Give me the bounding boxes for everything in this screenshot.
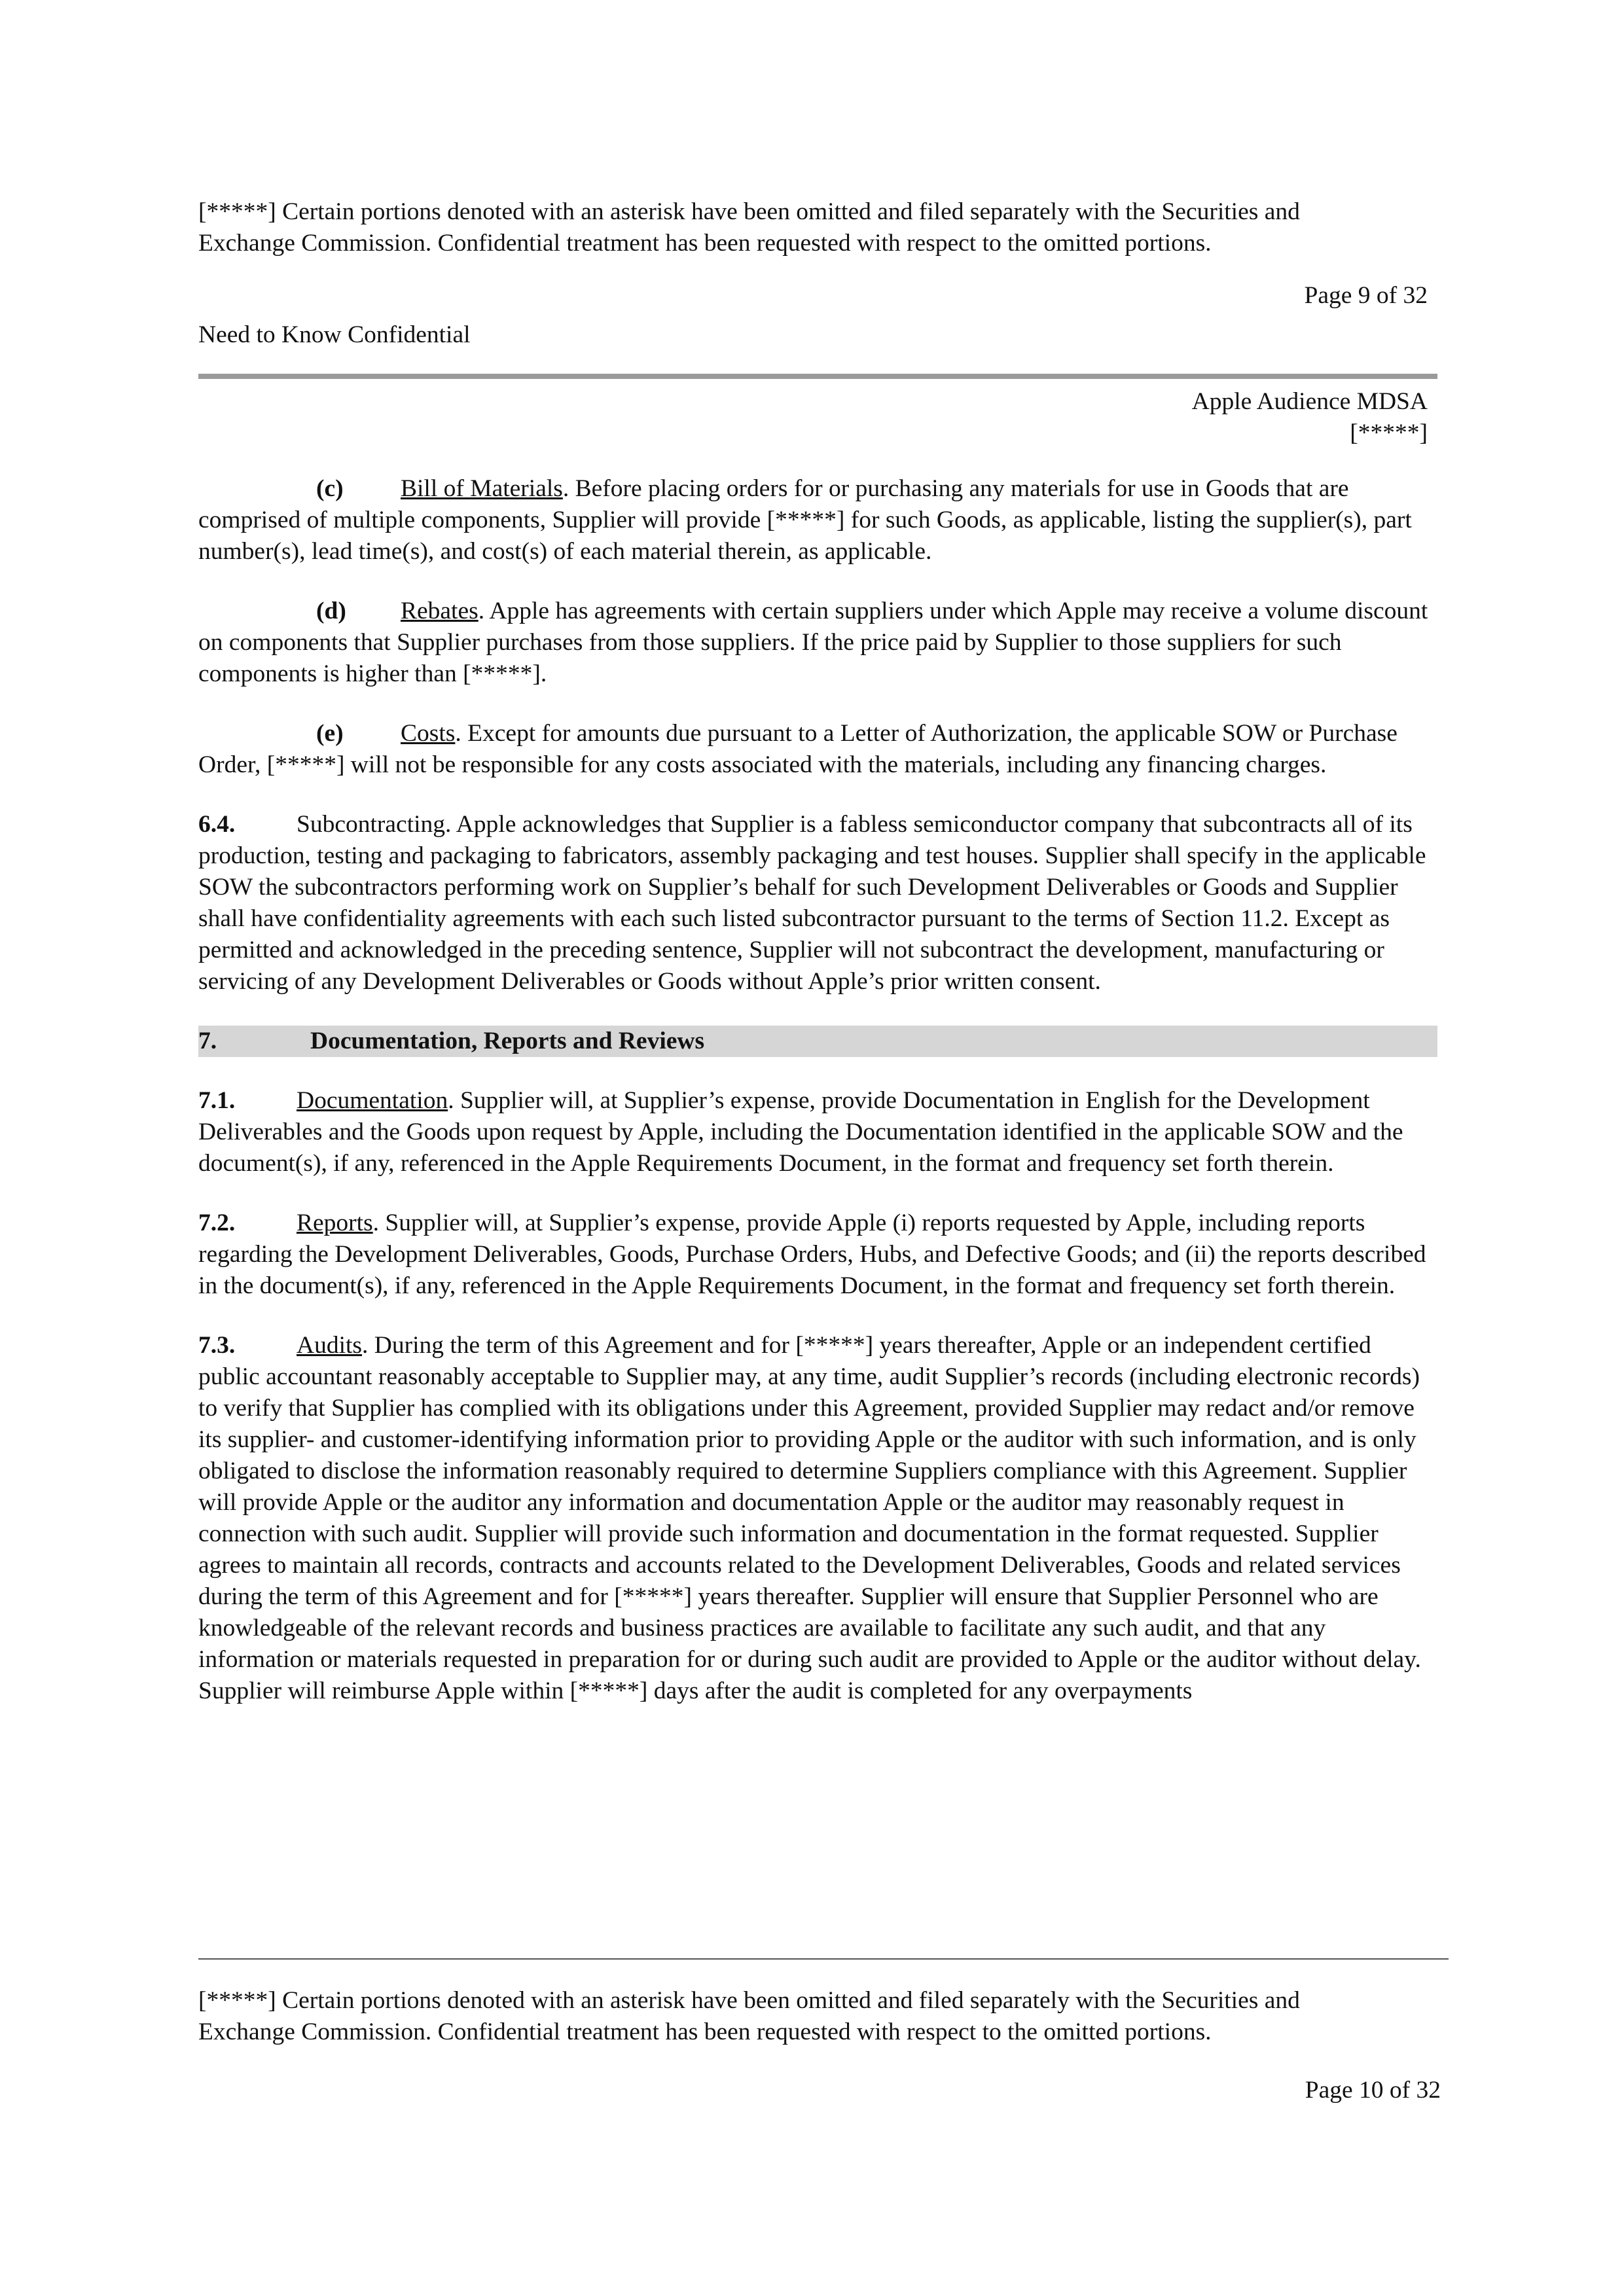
document-header xyxy=(1192,386,1428,449)
notice-line: [*****] Certain portions denoted with an asterisk have been omitted and filed separately with the Securities and xyxy=(198,1987,1300,2014)
paragraph-title: Costs xyxy=(401,720,456,747)
page-number-bottom: Page 10 of 32 xyxy=(1305,2077,1441,2104)
paragraph-label: (e) xyxy=(316,720,344,747)
bottom-confidentiality-notice xyxy=(198,1985,1442,2048)
document-title: Apple Audience MDSA xyxy=(1191,388,1428,415)
paragraph-text: . During the term of this Agreement and for [*****] years thereafter, Apple or an independent certified public accountant reasonably acceptable to Supplier may, at any time, audit Supplier’s records (including electronic records) to verify that Supplier has complied with its obligations under this Agreement, provided Supplier may redact and/or remove its supplier- and customer-identifying information prior to providing Apple or the auditor with such information, and is only obligated to disclose the information reasonably required to determine Suppliers compliance with this Agreement. Supplier will provide Apple or the auditor any information and documentation Apple or the auditor may reasonably request in connection with such audit. Supplier will provide such information and documentation in the format requested. Supplier agrees to maintain all records, contracts and accounts related to the Development Deliverables, Goods and related services during the term of this Agreement and for [*****] years thereafter. Supplier will ensure that Supplier Personnel who are knowledgeable of the relevant records and business practices are available to facilitate any such audit, and that any information or materials requested in preparation for or during such audit are provided to Apple or the auditor without delay. Supplier will reimburse Apple within [*****] days after the audit is completed for any overpayments xyxy=(198,1332,1421,1704)
paragraph-title: Reports xyxy=(297,1210,373,1236)
confidentiality-label: Need to Know Confidential xyxy=(198,321,471,348)
paragraph-text: . Except for amounts due pursuant to a Letter of Authorization, the applicable SOW or Purchase Order, [*****] will not be responsible for any costs associated with the materials, including any financing charges. xyxy=(198,720,1398,778)
section-7-2-reports xyxy=(198,1208,1437,1302)
document-id: [*****] xyxy=(1350,420,1428,446)
header-divider xyxy=(198,374,1437,379)
top-confidentiality-notice xyxy=(198,196,1442,259)
notice-line: [*****] Certain portions denoted with an asterisk have been omitted and filed separately with the Securities and xyxy=(198,198,1300,225)
paragraph-label: (c) xyxy=(316,475,344,502)
section-number: 7.1. xyxy=(198,1087,236,1114)
paragraph-text: . Supplier will, at Supplier’s expense, provide Apple (i) reports requested by Apple, including reports regarding the Development Deliverables, Goods, Purchase Orders, Hubs, and Defective Goods; and (ii) the reports described in the document(s), if any, referenced in the Apple Requirements Document, in the format and frequency set forth therein. xyxy=(198,1210,1426,1299)
page-number-top: Page 9 of 32 xyxy=(1304,282,1428,309)
section-number: 6.4. xyxy=(198,811,236,838)
paragraph-title: Rebates xyxy=(401,598,478,624)
paragraph-text: . Apple has agreements with certain suppliers under which Apple may receive a volume discount on components that Supplier purchases from those suppliers. If the price paid by Supplier to those suppliers for such components is higher than [*****]. xyxy=(198,598,1428,687)
paragraph-label: (d) xyxy=(316,598,346,624)
paragraph-text: Subcontracting. Apple acknowledges that Supplier is a fabless semiconductor company that subcontracts all of its production, testing and packaging to fabricators, assembly packaging and test houses. Supplier shall specify in the applicable SOW the subcontractors performing work on Supplier’s behalf for such Development Deliverables or Goods and Supplier shall have confidentiality agreements with each such listed subcontractor pursuant to the terms of Section 11.2. Except as permitted and acknowledged in the preceding sentence, Supplier will not subcontract the development, manufacturing or servicing of any Development Deliverables or Goods without Apple’s prior written consent. xyxy=(198,811,1426,995)
section-number: 7.2. xyxy=(198,1210,236,1236)
paragraph-rebates xyxy=(198,596,1437,690)
footer-divider xyxy=(198,1958,1449,1960)
paragraph-title: Documentation xyxy=(297,1087,448,1114)
paragraph-title: Bill of Materials xyxy=(401,475,563,502)
notice-line: Exchange Commission. Confidential treatment has been requested with respect to the omitted portions. xyxy=(198,230,1212,257)
paragraph-text: . Supplier will, at Supplier’s expense, provide Documentation in English for the Development Deliverables and the Goods upon request by Apple, including the Documentation identified in the applicable SOW and the document(s), if any, referenced in the Apple Requirements Document, in the format and frequency set forth therein. xyxy=(198,1087,1403,1177)
section-6-4-subcontracting xyxy=(198,809,1437,997)
section-7-1-documentation xyxy=(198,1085,1437,1179)
notice-line: Exchange Commission. Confidential treatment has been requested with respect to the omitted portions. xyxy=(198,2018,1212,2045)
section-7-heading xyxy=(198,1026,1437,1057)
paragraph-bill-of-materials xyxy=(198,473,1437,567)
section-number: 7.3. xyxy=(198,1332,236,1359)
section-7-3-audits xyxy=(198,1330,1437,1707)
section-title: Documentation, Reports and Reviews xyxy=(310,1028,705,1054)
paragraph-costs xyxy=(198,718,1437,781)
paragraph-text: . Before placing orders for or purchasing any materials for use in Goods that are comprised of multiple components, Supplier will provide [*****] for such Goods, as applicable, listing the supplier(s), part number(s), lead time(s), and cost(s) of each material therein, as applicable. xyxy=(198,475,1412,565)
document-body xyxy=(198,473,1437,1735)
paragraph-title: Audits xyxy=(297,1332,363,1359)
section-number: 7. xyxy=(198,1028,217,1054)
